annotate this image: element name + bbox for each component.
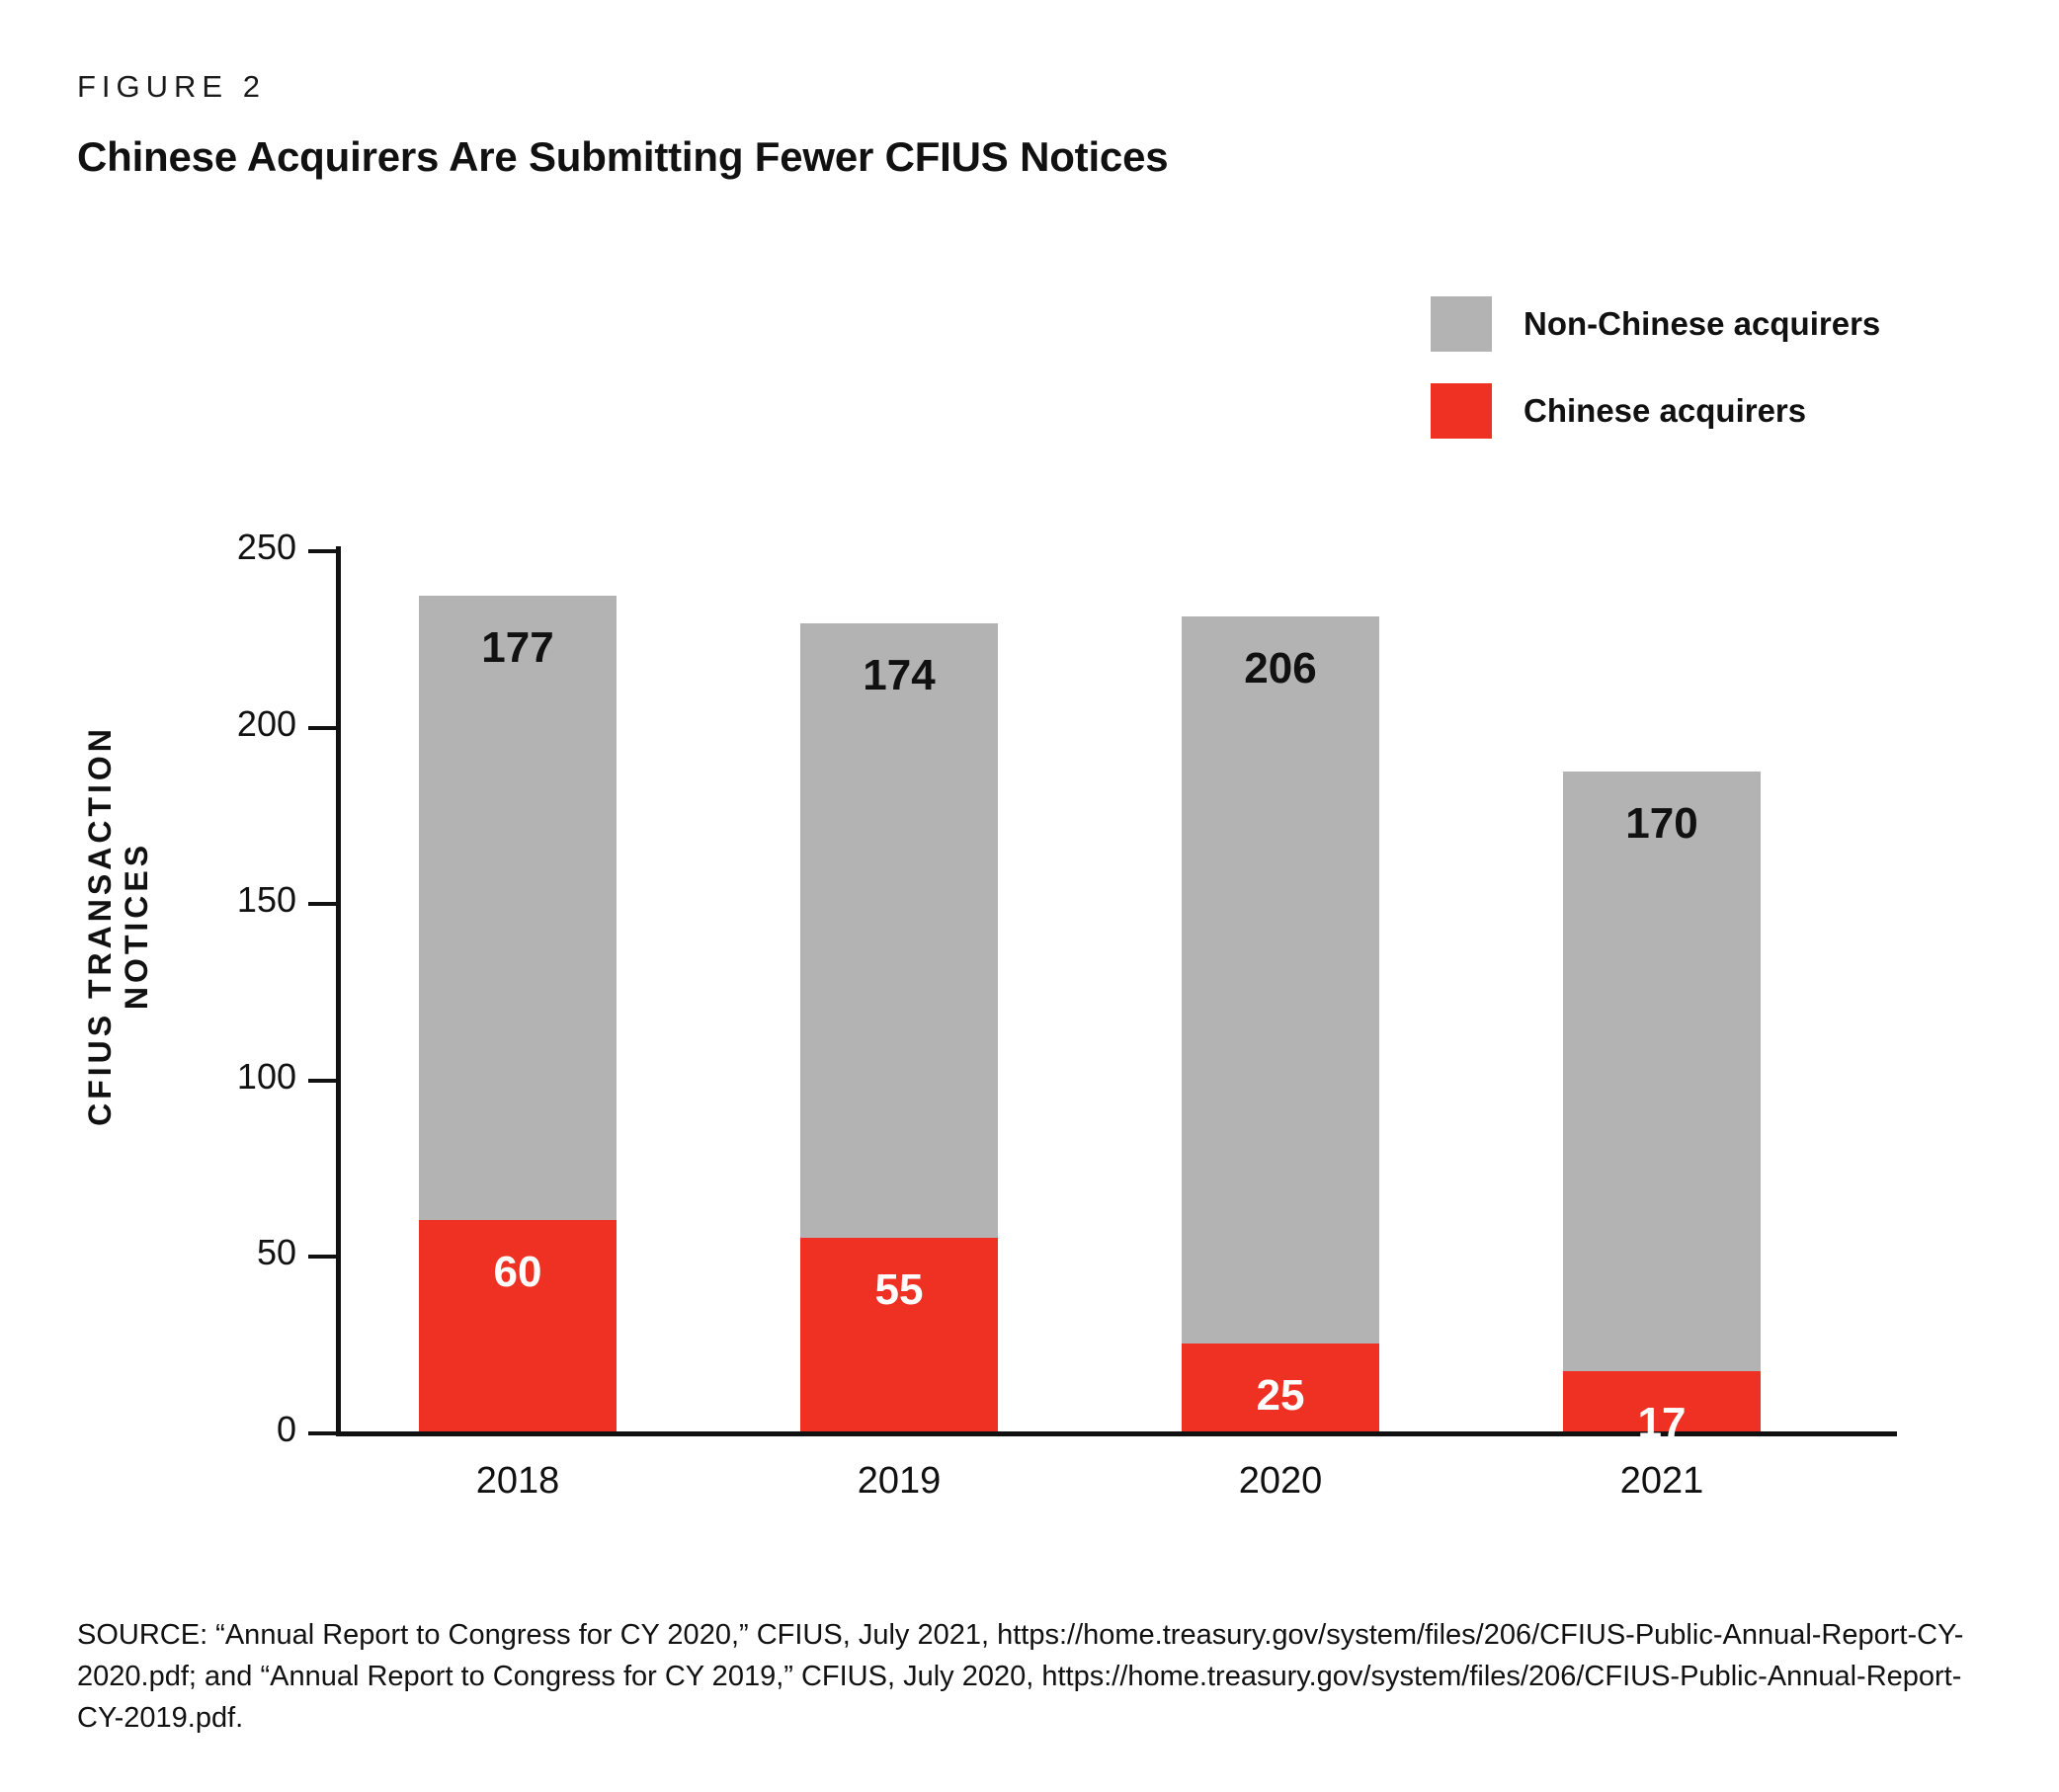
bar-segment-chinese-2019[interactable]	[800, 1238, 998, 1431]
y-axis-title: CFIUS TRANSACTION NOTICES	[82, 725, 154, 1126]
y-tick-mark-100	[308, 1079, 341, 1083]
y-tick-label-150: 150	[236, 879, 296, 920]
y-axis-line	[336, 546, 341, 1435]
y-tick-mark-50	[308, 1255, 341, 1259]
bar-value-non-chinese-2021: 170	[1625, 799, 1698, 848]
y-tick-label-200: 200	[236, 703, 296, 744]
bar-value-non-chinese-2018: 177	[481, 623, 554, 672]
figure-label: FIGURE 2	[77, 69, 266, 104]
bar-value-non-chinese-2019: 174	[863, 651, 936, 699]
x-tick-label-2021: 2021	[1619, 1460, 1704, 1502]
x-tick-label-2019: 2019	[857, 1460, 942, 1502]
y-tick-mark-200	[308, 726, 341, 730]
bar-group-2021	[1563, 772, 1761, 1447]
x-tick-label-2020: 2020	[1238, 1460, 1323, 1502]
bar-segment-non-chinese-2020[interactable]	[1182, 616, 1379, 1344]
y-tick-mark-250	[308, 549, 341, 553]
bar-segment-chinese-2020[interactable]	[1182, 1344, 1379, 1431]
x-tick-label-2018: 2018	[475, 1460, 560, 1502]
bar-value-non-chinese-2020: 206	[1244, 644, 1317, 692]
y-tick-mark-0	[308, 1431, 341, 1435]
y-tick-label-0: 0	[276, 1409, 296, 1449]
bar-value-chinese-2021: 17	[1637, 1399, 1687, 1447]
bar-segment-non-chinese-2021[interactable]	[1563, 772, 1761, 1371]
y-tick-label-100: 100	[236, 1056, 296, 1097]
legend-label-chinese: Chinese acquirers	[1524, 392, 1807, 429]
bar-segment-non-chinese-2018[interactable]	[419, 596, 617, 1220]
source-note: SOURCE: “Annual Report to Congress for CY 2020,” CFIUS, July 2021, https://home.treasury.gov/system/files/206/CFIUS-Public-Annual-Report-CY-2020.pdf; and “Annual Report to Congress for CY 2019,” CFIUS, July 2020, https://home.treasury.gov/system/files/206/CFIUS-Public-Annual-Report-CY-2019.pdf.	[77, 1619, 1964, 1735]
bar-value-chinese-2020: 25	[1256, 1371, 1305, 1420]
y-tick-label-50: 50	[256, 1232, 296, 1272]
bar-group-2019	[800, 623, 998, 1431]
bar-value-chinese-2019: 55	[874, 1265, 924, 1314]
bar-segment-chinese-2021[interactable]	[1563, 1371, 1761, 1447]
y-tick-label-250: 250	[236, 527, 296, 567]
legend-label-non-chinese: Non-Chinese acquirers	[1524, 305, 1881, 342]
bar-segment-chinese-2018[interactable]	[419, 1220, 617, 1431]
bar-segment-non-chinese-2019[interactable]	[800, 623, 998, 1238]
bar-value-chinese-2018: 60	[493, 1248, 542, 1296]
bar-group-2020	[1182, 616, 1379, 1431]
y-tick-mark-150	[308, 902, 341, 906]
bar-group-2018	[419, 596, 617, 1431]
page-title: Chinese Acquirers Are Submitting Fewer CFIUS Notices	[77, 133, 1169, 180]
